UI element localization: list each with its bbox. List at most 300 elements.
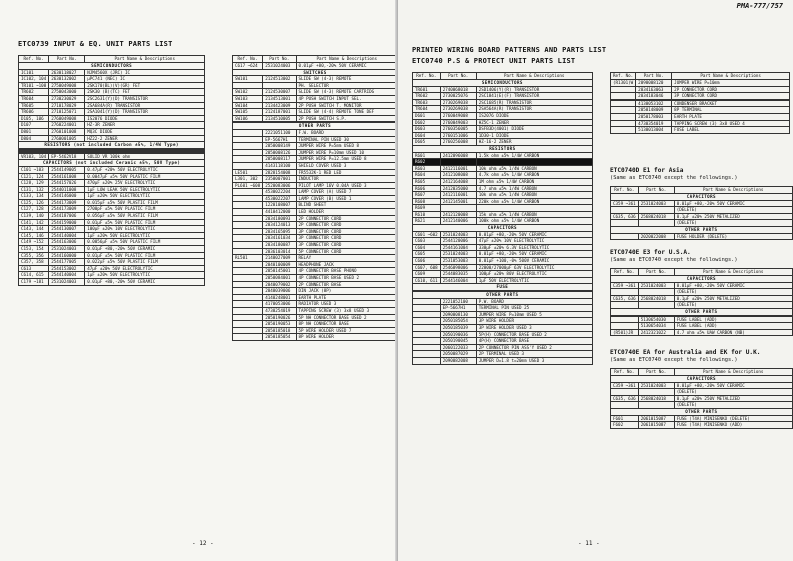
cell-desc: BLIND SHEET: [296, 202, 398, 209]
section-header-row: [19, 160, 205, 167]
cell-part: 2034124013: [263, 222, 296, 229]
table-row: [233, 149, 398, 156]
column-header-part: Part No.: [636, 73, 672, 80]
cell-part: [638, 207, 674, 214]
cell-ref: C143, 144: [19, 226, 49, 233]
cell-ref: D602: [413, 119, 441, 126]
table-row: [413, 132, 593, 139]
section-title: OTHER PARTS: [413, 292, 593, 299]
cell-desc: 2P PUSH SWITCH S.P.: [296, 115, 398, 122]
table-row: [233, 307, 398, 314]
cell-part: 4170053006: [263, 301, 296, 308]
cell-part: 2544173009: [49, 199, 85, 206]
cell-desc: 8P TERMINAL: [672, 107, 790, 114]
table-row: [19, 272, 205, 279]
table-row: [233, 176, 398, 183]
table-row: [413, 205, 593, 212]
cell-desc: 1.5k ohm ±5% 1/4W CARBON: [476, 152, 592, 159]
cell-ref: D801: [19, 128, 49, 135]
cell-part: 2750043000: [49, 89, 85, 96]
section-header-row: [611, 308, 793, 315]
variant-note-australia-uk: [610, 350, 760, 363]
cell-desc: DSFB3D(4001) DIODE: [476, 126, 592, 133]
column-header-part: Part No.: [49, 56, 85, 63]
cell-part: [440, 205, 476, 212]
section-header-row: [233, 123, 398, 130]
cell-ref: L301, 302: [233, 176, 263, 183]
section-header-row: [233, 69, 398, 76]
cell-desc: 0.47μF +20% 50V ELECTROLYTIC: [85, 166, 205, 173]
cell-desc: TAPPING SCREW (3) 3x8 USED 3: [296, 307, 398, 314]
section-header-row: [413, 292, 593, 299]
cell-ref: C617 ~624: [233, 63, 263, 70]
cell-desc: 0.1μF ±20% 250V METALIZED: [674, 395, 792, 402]
cell-ref: C139, 140: [19, 213, 49, 220]
cell-desc: FR5532K-1 RED LED: [296, 169, 398, 176]
cell-ref: [611, 113, 636, 120]
cell-desc: RADIATOR USED 3: [296, 301, 398, 308]
column-header-ref: Ref. No.: [611, 73, 636, 80]
cell-desc: PH. SELECTOR: [296, 82, 398, 89]
cell-ref: TR601: [413, 86, 441, 93]
cell-part: 2034183046: [636, 93, 672, 100]
cell-ref: [233, 129, 263, 136]
cell-ref: C145, 146: [19, 232, 49, 239]
cell-desc: 0.1μF ±20% 250V METALIZED: [674, 213, 792, 220]
table-row: [233, 195, 398, 202]
table-row: [233, 63, 398, 70]
cell-desc: 4P CONNECTOR BASE PHONO: [296, 268, 398, 275]
table-row: [611, 213, 793, 220]
cell-ref: C359 ~361: [611, 282, 639, 289]
column-header-desc: Part Name & Descriptions: [672, 73, 790, 80]
cell-ref: R610: [413, 211, 441, 218]
cell-desc: [476, 159, 592, 166]
cell-ref: [233, 281, 263, 288]
cell-ref: R609: [413, 205, 441, 212]
right-page-title: PRINTED WIRING BOARD PATTERNS AND PARTS LIST: [412, 46, 607, 54]
cell-ref: C141, 142: [19, 219, 49, 226]
cell-ref: TR101 ~108: [19, 82, 49, 89]
cell-desc: (DELETE): [674, 302, 792, 309]
cell-ref: [233, 82, 263, 89]
table-row: [413, 344, 593, 351]
cell-desc: 2P CONNECTOR CORD: [296, 222, 398, 229]
cell-ref: R602: [413, 159, 441, 166]
cell-ref: [611, 120, 636, 127]
column-header-ref: Ref. No.: [413, 73, 441, 80]
table-row: [413, 338, 593, 345]
cell-ref: C635, 636: [611, 395, 639, 402]
right-page-number: - 11 -: [578, 540, 600, 547]
cell-part: 2050190026: [263, 314, 296, 321]
cell-ref: [611, 207, 639, 214]
cell-desc: (DELETE): [674, 389, 792, 396]
cell-ref: [233, 307, 263, 314]
cell-desc: MQ3C DIODE: [85, 128, 205, 135]
cell-desc: FUSE (T4A) MINISENKO (DELETE): [674, 415, 792, 422]
table-row: [233, 268, 398, 275]
cell-part: 2050190053: [263, 321, 296, 328]
table-header-row: [19, 56, 205, 63]
cell-ref: C614, 615: [19, 272, 49, 279]
table-row: [19, 239, 205, 246]
cell-part: 2630132002: [49, 76, 85, 83]
cell-part: 4130053102: [636, 100, 672, 107]
table-row: [233, 288, 398, 295]
cell-desc: 2SK30 (B)(TC) FET: [85, 89, 205, 96]
cell-part: 2730269038: [440, 99, 476, 106]
cell-part: 2760101008: [49, 128, 85, 135]
cell-ref: C607, 608: [413, 264, 441, 271]
cell-part: 2050148009: [636, 107, 672, 114]
cell-part: 2034180087: [263, 242, 296, 249]
cell-part: [638, 289, 674, 296]
cell-part: 2412145001: [440, 198, 476, 205]
cell-part: 2730025076: [440, 93, 476, 100]
cell-desc: 0.022μF ±5% 50V PLASTIC FILM: [85, 259, 205, 266]
table-row: [611, 107, 790, 114]
table-row: [413, 318, 593, 325]
cell-desc: 0.01μF +100,-0% 500V CERAMIC: [476, 258, 592, 265]
table-row: [611, 329, 793, 336]
table-row: [19, 166, 205, 173]
table-row: [19, 193, 205, 200]
column-header-part: Part No.: [440, 73, 476, 80]
cell-desc: TAPPING SCREW (3) 3x8 USED 4: [672, 120, 790, 127]
table-row: [611, 382, 793, 389]
cell-part: 2520083006: [263, 182, 296, 189]
cell-ref: R621: [413, 218, 441, 225]
section-title: CAPACITORS (not included Ceramic ±5%, 50V Type): [19, 160, 205, 167]
cell-ref: [611, 127, 636, 134]
cell-ref: C606: [413, 258, 441, 265]
variant-note-asia-sub: (Same as ETC0740 except the followings.): [610, 174, 738, 181]
cell-part: 2544177005: [49, 259, 85, 266]
cell-part: 2050008149: [263, 143, 296, 150]
cell-desc: HZ22-2 ZENER: [85, 135, 205, 142]
cell-ref: [611, 107, 636, 114]
cell-desc: 2P PUSH SWITCH T. MONITOR: [296, 102, 398, 109]
cell-desc: (DELETE): [674, 289, 792, 296]
cell-part: 2124513002: [263, 76, 296, 83]
cell-desc: 100μF ±20% 10V ELECTROLYTIC: [85, 226, 205, 233]
cell-ref: [233, 288, 263, 295]
cell-ref: C357, 358: [19, 259, 49, 266]
cell-ref: [413, 331, 441, 338]
cell-desc: 4.7 ohm ±5% 1/4W CARBON: [476, 185, 592, 192]
cell-desc: 5P CONNECTOR CORD: [296, 248, 398, 255]
table-row: [19, 226, 205, 233]
cell-ref: [611, 86, 636, 93]
cell-ref: [233, 215, 263, 222]
cell-part: 2531053003: [440, 258, 476, 265]
table-row: [611, 316, 793, 323]
cell-part: 2034161034: [263, 235, 296, 242]
cell-ref: C603: [413, 238, 441, 245]
cell-ref: [233, 222, 263, 229]
section-title: OTHER PARTS: [611, 408, 793, 415]
cell-part: 2750049008: [49, 82, 85, 89]
cell-part: 2544173009: [49, 206, 85, 213]
table-row: [233, 76, 398, 83]
cell-part: 2740068018: [440, 86, 476, 93]
section-header-row: [413, 80, 593, 87]
cell-desc: 2P CONNECTOR BASE: [296, 281, 398, 288]
cell-desc: (DELETE): [674, 207, 792, 214]
table-header-row: [611, 369, 793, 376]
cell-ref: [233, 314, 263, 321]
cell-desc: P.W. BOARD: [476, 298, 592, 305]
table-row: [233, 89, 398, 96]
parts-table-etc0740-col2: [610, 72, 790, 134]
cell-desc: 0.01μF +80,-20% 50V CERAMIC: [85, 246, 205, 253]
cell-ref: [611, 302, 639, 309]
cell-desc: 4P CONNECTOR BASE USED 2: [296, 275, 398, 282]
table-row: [413, 264, 593, 271]
model-label: PMA-777/757: [736, 2, 783, 10]
table-row: [611, 415, 793, 422]
cell-part: 2050190045: [440, 338, 476, 345]
cell-desc: SOLID VR 100k ohm: [85, 153, 205, 160]
table-row: [19, 153, 205, 160]
column-header-ref: Ref. No.: [611, 269, 639, 276]
cell-ref: TR602: [413, 93, 441, 100]
cell-part: 4730354019: [636, 120, 672, 127]
parts-table: [18, 55, 205, 286]
cell-desc: 1μF ±20% 50V ELECTROLYTIC: [85, 272, 205, 279]
cell-desc: 470μF ±20% 25V ELECTROLYTIC: [85, 180, 205, 187]
table-row: [233, 294, 398, 301]
cell-part: 2544153002: [49, 265, 85, 272]
cell-part: 2036103014: [263, 248, 296, 255]
cell-part: 2531024003: [638, 382, 674, 389]
cell-desc: 2P CONNECTOR CORD: [296, 215, 398, 222]
cell-ref: (R501)JR: [611, 329, 639, 336]
cell-part: 2760049008: [440, 112, 476, 119]
cell-part: 2412140006: [440, 218, 476, 225]
cell-part: 2544160000: [49, 252, 85, 259]
cell-desc: 4P PUSH SWITCH INPUT SEL.: [296, 95, 398, 102]
right-page-subtitle: ETC0740 P.S & PROTECT UNIT PARTS LIST: [412, 57, 576, 65]
table-row: [233, 109, 398, 116]
cell-part: 2412116001: [440, 165, 476, 172]
cell-ref: C127, 128: [19, 206, 49, 213]
cell-part: 2531024003: [263, 63, 296, 70]
cell-part: 2531024003: [638, 282, 674, 289]
table-row: [611, 422, 793, 429]
table-row: [233, 202, 398, 209]
cell-desc: IS2076 DIODE: [476, 112, 592, 119]
cell-part: [263, 82, 296, 89]
cell-desc: 2SD1406(Y)(R) TRANSISTOR: [476, 86, 592, 93]
cell-ref: D603: [413, 126, 441, 133]
table-row: [233, 102, 398, 109]
cell-desc: 1M ohm ±5% 1/4W CARBON: [476, 178, 592, 185]
column-header-part: Part No.: [263, 56, 296, 63]
section-header-row: [611, 376, 793, 383]
cell-part: 2412116001: [440, 192, 476, 199]
cell-desc: 0.1μF ±20% 250V METALIZED: [674, 295, 792, 302]
table-row: [19, 102, 205, 109]
cell-desc: 5P(H) CONNECTOR BASE USED 2: [476, 331, 592, 338]
cell-part: 5130654030: [638, 316, 674, 323]
table-row: [413, 357, 593, 364]
cell-part: 2020022008: [638, 233, 674, 240]
table-row: [233, 129, 398, 136]
parts-table-etc0739-col2: [232, 55, 398, 341]
cell-ref: IC102, 104: [19, 76, 49, 83]
column-header-part: Part No.: [638, 187, 674, 194]
cell-part: [638, 389, 674, 396]
cell-ref: SW105: [233, 109, 263, 116]
cell-desc: 3P CONNECTOR CORD: [296, 235, 398, 242]
cell-ref: R603: [413, 165, 441, 172]
cell-part: 4143118100: [263, 162, 296, 169]
table-row: [233, 162, 398, 169]
cell-part: 2544130007: [49, 226, 85, 233]
cell-part: 2568024018: [638, 295, 674, 302]
table-row: [19, 89, 205, 96]
cell-ref: [233, 235, 263, 242]
cell-desc: SHIELD COVER USED 3: [296, 162, 398, 169]
left-page-title: ETC0739 INPUT & EQ. UNIT PARTS LIST: [18, 40, 173, 48]
cell-part: 2124187001: [263, 109, 296, 116]
cell-part: 2050008126: [263, 149, 296, 156]
table-row: [413, 331, 593, 338]
section-title: RESISTORS: [413, 145, 593, 152]
cell-ref: [233, 209, 263, 216]
cell-desc: 1D30-1 DIODE: [476, 132, 592, 139]
cell-desc: 2P CONNECTOR PIN ASS'Y USED 2: [476, 344, 592, 351]
cell-ref: R608: [413, 198, 441, 205]
cell-part: 2412120008: [440, 211, 476, 218]
table-row: [413, 172, 593, 179]
cell-part: [440, 159, 476, 166]
table-row: [19, 115, 205, 122]
table-row: [413, 198, 593, 205]
column-header-desc: Part Name & Descriptions: [674, 369, 792, 376]
table-row: [413, 244, 593, 251]
variant-note-usa-head: ETC0740E E3 for U.S.A.: [610, 249, 691, 256]
cell-ref: TR605: [19, 102, 49, 109]
cell-ref: [611, 402, 639, 409]
cell-ref: [233, 143, 263, 150]
table-row: [611, 233, 793, 240]
cell-part: 2568024018: [638, 213, 674, 220]
section-title: SWITCHES: [233, 69, 398, 76]
column-header-ref: Ref. No.: [611, 369, 639, 376]
cell-part: 2050084001: [263, 275, 296, 282]
table-row: [19, 76, 205, 83]
cell-ref: RL501: [233, 255, 263, 262]
cell-ref: [413, 351, 441, 358]
cell-desc: 3P CONNECTOR CORD: [296, 228, 398, 235]
table-row: [233, 209, 398, 216]
cell-ref: R601: [413, 152, 441, 159]
column-header-ref: Ref. No.: [19, 56, 49, 63]
cell-desc: 3P WIRE HOLDER USED 3: [476, 324, 592, 331]
cell-desc: LAMP COVER (B) USED 1: [296, 195, 398, 202]
cell-ref: [413, 318, 441, 325]
table-row: [611, 120, 790, 127]
table-row: [19, 206, 205, 213]
obscured-row: [413, 159, 593, 166]
variant-note-australia-uk-sub: (Same as ETC0740 except the followings.): [610, 356, 738, 363]
cell-part: 5130654034: [638, 323, 674, 330]
table-row: [19, 199, 205, 206]
cell-ref: F602: [611, 422, 639, 429]
table-row: [19, 186, 205, 193]
cell-ref: SW106: [233, 115, 263, 122]
cell-part: 2061015087: [638, 415, 674, 422]
cell-desc: 5P WIRE HOLDER USED 7: [296, 327, 398, 334]
cell-part: 2531024003: [440, 231, 476, 238]
cell-desc: SLIDE SW (4-3) REMOTE CARTRIDG: [296, 89, 398, 96]
parts-table: [610, 268, 793, 336]
cell-desc: 2SC2631(Y)(D) TRANSISTOR: [85, 95, 205, 102]
cell-ref: [233, 261, 263, 268]
cell-part: [638, 302, 674, 309]
cell-desc: NJM4560X (JRC) IC: [85, 69, 205, 76]
cell-desc: (DELETE): [674, 402, 792, 409]
cell-ref: R605: [413, 178, 441, 185]
cell-desc: LED HOLDER: [296, 209, 398, 216]
cell-part: 2710178029: [49, 102, 85, 109]
table-row: [233, 228, 398, 235]
cell-part: 2050185054: [263, 334, 296, 341]
cell-desc: 0.01μF +80,-20% 50V CERAMIC: [674, 200, 792, 207]
cell-ref: R607: [413, 192, 441, 199]
right-page: [398, 0, 793, 561]
cell-ref: [611, 100, 636, 107]
table-row: [611, 282, 793, 289]
table-row: [19, 69, 205, 76]
cell-ref: D604: [413, 132, 441, 139]
table-row: [611, 200, 793, 207]
cell-part: 2760049003: [440, 119, 476, 126]
table-row: [19, 279, 205, 286]
table-row: [413, 324, 593, 331]
section-title: CAPACITORS: [611, 376, 793, 383]
section-title: FUSE: [413, 284, 593, 291]
cell-part: 2134423009: [263, 102, 296, 109]
cell-part: EP-5667H1: [263, 136, 296, 143]
cell-desc: 8P WIRE HOLDER: [296, 334, 398, 341]
cell-part: 2090008120: [636, 80, 672, 87]
table-row: [233, 136, 398, 143]
variant-note-usa-sub: (Same as ETC0740 except the followings.): [610, 256, 738, 263]
cell-desc: CONDENSER BRACKET: [672, 100, 790, 107]
table-row: [233, 321, 398, 328]
table-row: [413, 178, 593, 185]
cell-part: 4140248001: [263, 294, 296, 301]
cell-desc: IS2076 DIODE: [85, 115, 205, 122]
cell-part: 2531024003: [49, 246, 85, 253]
table-row: [19, 128, 205, 135]
section-header-row: [413, 225, 593, 232]
section-header-row: [413, 145, 593, 152]
cell-desc: 0.01μF +80,-20% 50V CERAMIC: [674, 382, 792, 389]
cell-ref: [233, 321, 263, 328]
table-header-row: [611, 187, 793, 194]
cell-desc: (DELETE): [674, 220, 792, 227]
parts-table-etc0740e: [610, 268, 793, 336]
table-row: [233, 261, 398, 268]
cell-part: 2544149005: [49, 166, 85, 173]
table-row: [233, 189, 398, 196]
cell-ref: [611, 316, 639, 323]
